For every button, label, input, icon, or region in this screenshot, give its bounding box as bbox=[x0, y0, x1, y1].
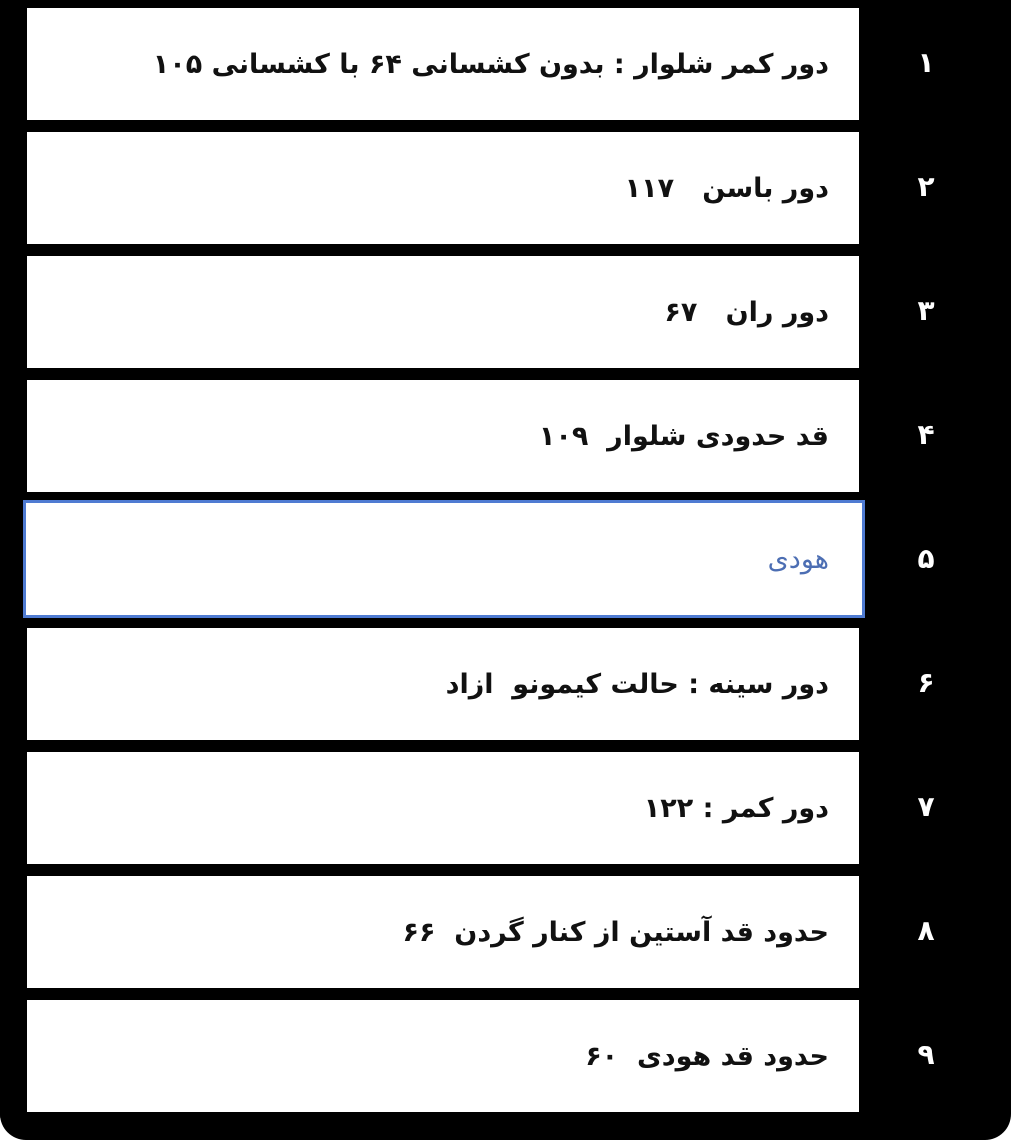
row-text-cell[interactable] bbox=[27, 256, 859, 368]
row-text-cell[interactable] bbox=[27, 876, 859, 988]
row-text-cell[interactable] bbox=[27, 380, 859, 492]
row-text-cell-selected[interactable] bbox=[23, 500, 865, 618]
row-text-cell[interactable] bbox=[27, 752, 859, 864]
row-number: ۳ bbox=[917, 293, 935, 327]
row-text-cell[interactable] bbox=[27, 1000, 859, 1112]
row-text: دور ران ۶۷ bbox=[664, 296, 829, 328]
row-number: ۸ bbox=[917, 913, 935, 947]
row-number: ۶ bbox=[917, 665, 935, 699]
row-text: حدود قد آستین از کنار گردن ۶۶ bbox=[402, 916, 829, 948]
table-row bbox=[0, 372, 990, 496]
table-row bbox=[0, 620, 990, 744]
row-text: هودی bbox=[767, 543, 829, 575]
row-text-cell[interactable] bbox=[27, 8, 859, 120]
table-row bbox=[0, 0, 990, 124]
row-text: دور باسن ۱۱۷ bbox=[624, 172, 829, 204]
table-row bbox=[0, 124, 990, 248]
row-text: دور سینه : حالت کیمونو ازاد bbox=[445, 668, 829, 700]
row-text-cell[interactable] bbox=[27, 628, 859, 740]
row-text-cell[interactable] bbox=[27, 132, 859, 244]
row-number: ۵ bbox=[917, 541, 935, 575]
table-row-selected bbox=[0, 496, 990, 620]
table-row bbox=[0, 868, 990, 992]
row-text: دور کمر : ۱۲۲ bbox=[643, 792, 829, 824]
row-text: حدود قد هودی ۶۰ bbox=[585, 1040, 829, 1072]
row-text: دور کمر شلوار : بدون کشسانی ۶۴ با کشسانی ۱۰۵ bbox=[152, 48, 829, 80]
table-row bbox=[0, 744, 990, 868]
row-text: قد حدودی شلوار ۱۰۹ bbox=[538, 420, 829, 452]
row-number: ۹ bbox=[917, 1037, 935, 1071]
row-number: ۴ bbox=[917, 417, 935, 451]
row-number: ۷ bbox=[917, 789, 935, 823]
table-row bbox=[0, 992, 990, 1116]
table-row bbox=[0, 248, 990, 372]
row-number: ۱ bbox=[917, 45, 935, 79]
row-number: ۲ bbox=[917, 169, 935, 203]
